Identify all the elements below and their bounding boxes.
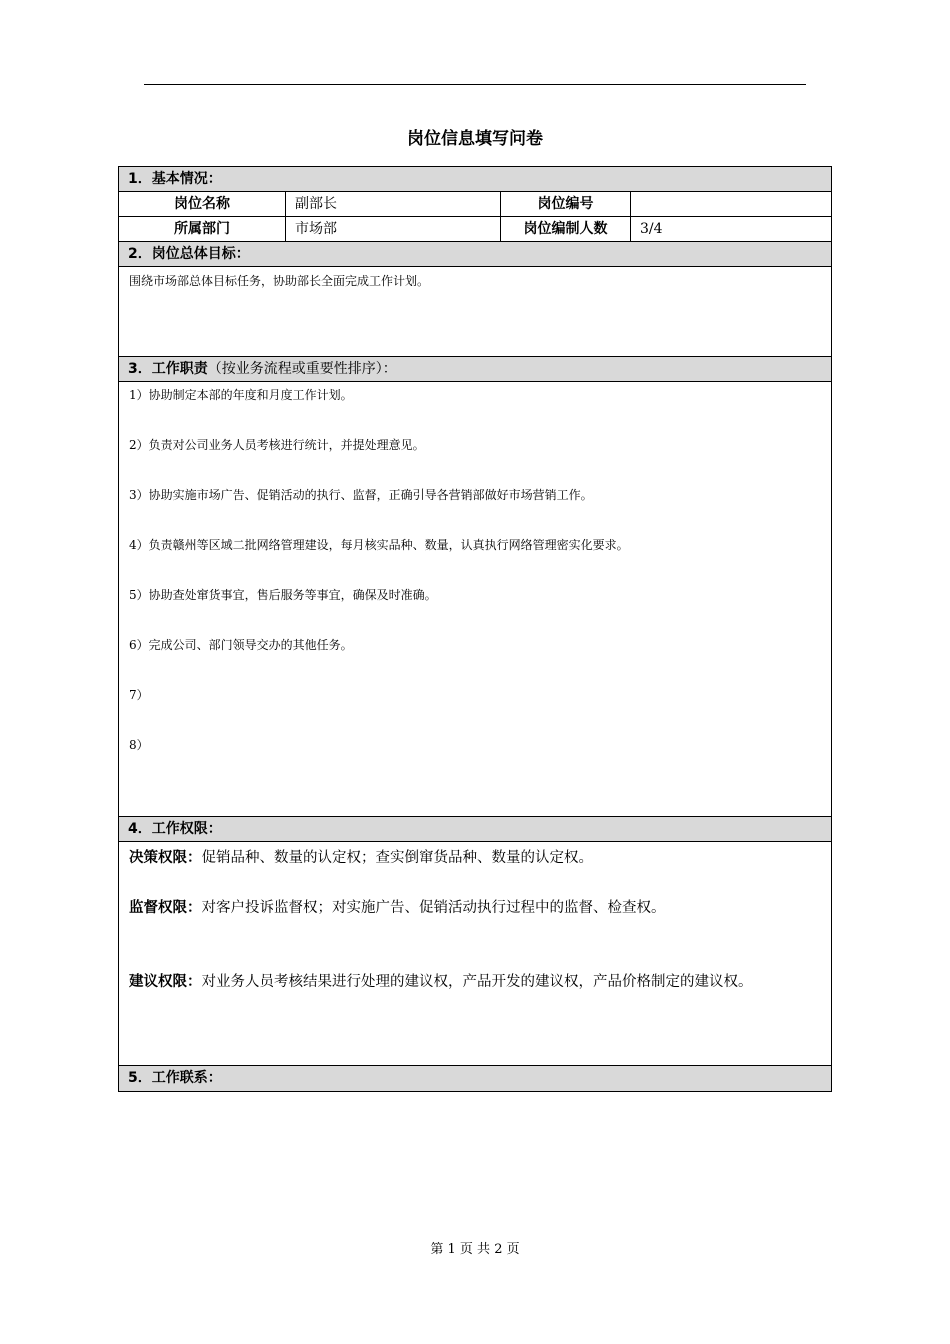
position-name-value[interactable]: 副部长 [286,192,501,216]
duty-item[interactable]: 8） [129,738,149,752]
document-title: 岗位信息填写问卷 [407,129,543,149]
info-row-department [119,217,831,242]
duties-heading-note: （按业务流程或重要性排序）： [207,361,397,377]
section-goal-heading: 2．岗位总体目标： [119,242,831,267]
section-authority-heading: 4．工作权限： [119,817,831,842]
authority-block [119,842,831,1066]
headcount-value[interactable]: 3/4 [640,221,663,237]
decision-authority [129,846,823,896]
info-row-position [119,192,831,217]
duty-item[interactable]: 7） [129,688,149,702]
position-code-label: 岗位编号 [501,192,631,216]
duty-item[interactable]: 2）负责对公司业务人员考核进行统计，并提处理意见。 [129,438,425,452]
department-value[interactable]: 市场部 [286,217,501,241]
duty-item[interactable]: 3）协助实施市场广告、促销活动的执行、监督，正确引导各营销部做好市场营销工作。 [129,488,593,502]
headcount-label: 岗位编制人数 [501,217,631,241]
section-duties-heading [119,357,831,382]
suggestion-authority-text[interactable]: 对业务人员考核结果进行处理的建议权，产品开发的建议权，产品价格制定的建议权。 [201,974,753,990]
suggestion-authority-label: 建议权限： [129,974,202,990]
duties-heading-title: 3．工作职责 [128,361,208,377]
decision-authority-text[interactable]: 促销品种、数量的认定权；查实倒窜货品种、数量的认定权。 [201,850,593,866]
position-code-value[interactable] [631,192,831,216]
questionnaire-form [118,166,832,1092]
duty-item[interactable]: 5）协助查处窜货事宜，售后服务等事宜，确保及时准确。 [129,588,437,602]
section-basic-heading: 1．基本情况： [119,167,831,192]
goal-text[interactable]: 围绕市场部总体目标任务，协助部长全面完成工作计划。 [119,267,831,357]
position-name-label: 岗位名称 [119,192,286,216]
page-footer: 第 1 页 共 2 页 [430,1242,520,1257]
duty-item[interactable]: 4）负责赣州等区域二批网络管理建设，每月核实品种、数量，认真执行网络管理密实化要求。 [129,538,629,552]
department-label: 所属部门 [119,217,286,241]
supervision-authority [129,896,823,970]
duty-item[interactable]: 1）协助制定本部的年度和月度工作计划。 [129,388,353,402]
duty-item[interactable]: 6）完成公司、部门领导交办的其他任务。 [129,638,353,652]
decision-authority-label: 决策权限： [129,850,202,866]
supervision-authority-text[interactable]: 对客户投诉监督权；对实施广告、促销活动执行过程中的监督、检查权。 [201,900,666,916]
duties-list [119,382,831,817]
section-contacts-heading: 5．工作联系： [119,1066,831,1091]
supervision-authority-label: 监督权限： [129,900,202,916]
header-rule [144,84,806,85]
suggestion-authority [129,970,823,994]
